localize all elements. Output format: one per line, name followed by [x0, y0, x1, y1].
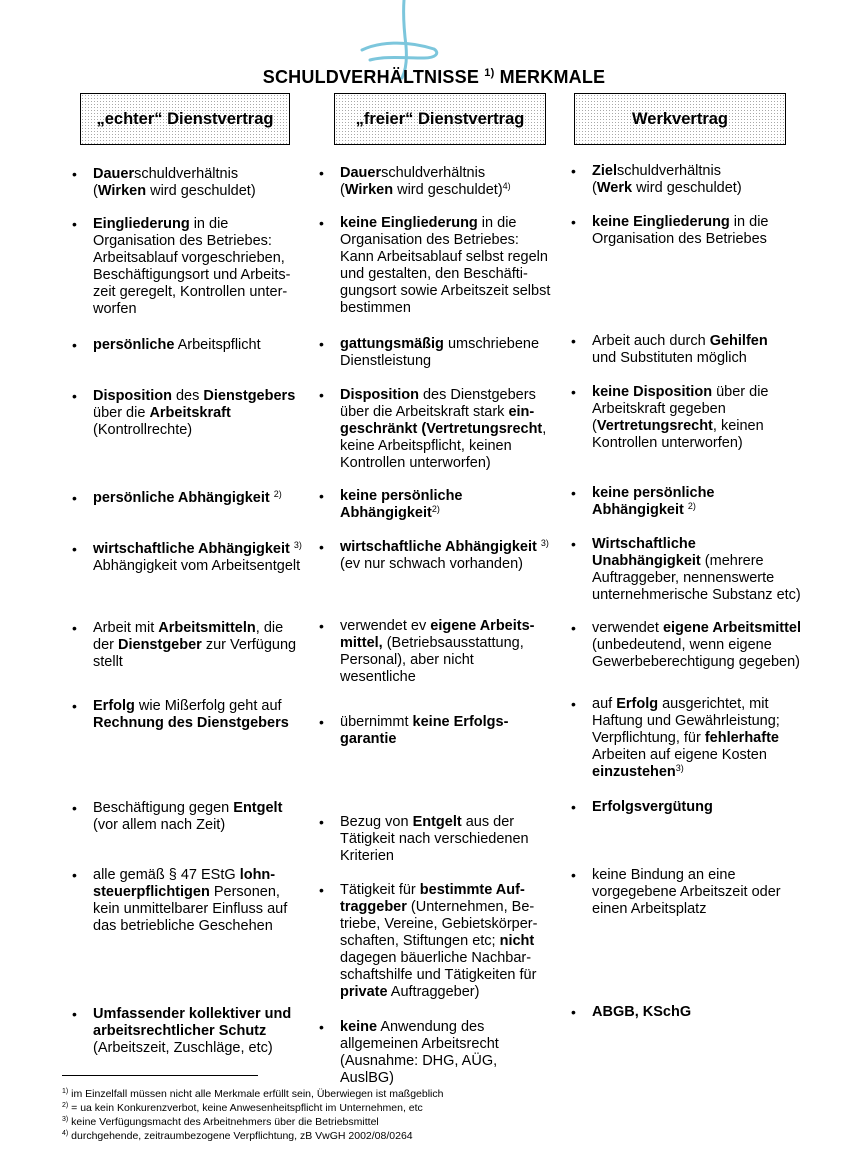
- list-item: • Disposition des Dienstgebers über die Arbeitskraft stark ein- geschränkt (Vertretungsrecht, keine Arbeitspflicht, keinen Kontrollen unterworfen): [319, 387, 569, 472]
- list-item: • persönliche Arbeitspflicht: [72, 337, 322, 354]
- list-item: • keine Eingliederung in die Organisation des Betriebes: Kann Arbeitsablauf selbst regeln und gestalten, den Beschäfti- gungsort sowie Arbeitszeit selbst bestimmen: [319, 215, 569, 317]
- list-item: • Dauerschuldverhältnis (Wirken wird geschuldet)$^{4)}$: [319, 165, 569, 199]
- list-item: • Eingliederung in die Organisation des Betriebes: Arbeitsablauf vorgeschrieben, Beschäftigungsort und Arbeits- zeit geregelt, Kontrollen unter- worfen: [72, 216, 322, 318]
- list-item: • gattungsmäßig umschriebene Dienstleistung: [319, 336, 569, 370]
- list-item: • auf Erfolg ausgerichtet, mit Haftung und Gewährleistung; Verpflichtung, für fehlerhafte Arbeiten auf eigene Kosten einzustehen$^{3)}$: [571, 696, 821, 781]
- footnote-divider: [62, 1075, 258, 1076]
- footnote: $^{2)}$ = ua kein Konkurenzverbot, keine Anwesenheitspflicht im Unternehmen, etc: [62, 1102, 423, 1114]
- list-item: • ABGB, KSchG: [571, 1004, 821, 1021]
- list-item: • keine Disposition über die Arbeitskraft gegeben (Vertretungsrecht, keinen Kontrollen unterworfen): [571, 384, 821, 452]
- list-item: • wirtschaftliche Abhängigkeit $^{3)}$ (ev nur schwach vorhanden): [319, 539, 569, 573]
- header-werkvertrag: Werkvertrag: [574, 93, 786, 145]
- list-item: • keine persönliche Abhängigkeit$^{2)}$: [319, 488, 569, 522]
- list-item: • Bezug von Entgelt aus der Tätigkeit nach verschiedenen Kriterien: [319, 814, 569, 865]
- list-item: • Zielschuldverhältnis (Werk wird geschuldet): [571, 163, 821, 197]
- list-item: • keine Bindung an eine vorgegebene Arbeitszeit oder einen Arbeitsplatz: [571, 867, 821, 918]
- list-item: • wirtschaftliche Abhängigkeit $^{3)}$ Abhängigkeit vom Arbeitsentgelt: [72, 541, 322, 575]
- list-item: • verwendet eigene Arbeitsmittel (unbedeutend, wenn eigene Gewerbeberechtigung gegeben): [571, 620, 821, 671]
- list-item: • keine persönliche Abhängigkeit $^{2)}$: [571, 485, 821, 519]
- list-item: • alle gemäß § 47 EStG lohn- steuerpflichtigen Personen, kein unmittelbarer Einfluss auf das betriebliche Geschehen: [72, 867, 322, 935]
- list-item: • Arbeit auch durch Gehilfen und Substituten möglich: [571, 333, 821, 367]
- list-item: • Wirtschaftliche Unabhängigkeit (mehrere Auftraggeber, nennenswerte unternehmerische Substanz etc): [571, 536, 821, 604]
- footnote: $^{3)}$ keine Verfügungsmacht des Arbeitnehmers über die Betriebsmittel: [62, 1116, 379, 1128]
- list-item: • übernimmt keine Erfolgs- garantie: [319, 714, 569, 748]
- list-item: • Erfolg wie Mißerfolg geht auf Rechnung des Dienstgebers: [72, 698, 322, 732]
- page-title: SCHULDVERHÄLTNISSE $^{1)}$ MERKMALE: [262, 67, 606, 87]
- footnote: $^{4)}$ durchgehende, zeitraumbezogene Verpflichtung, zB VwGH 2002/08/0264: [62, 1130, 413, 1142]
- header-freier-dienstvertrag: „freier“ Dienstvertrag: [334, 93, 546, 145]
- footnote: $^{1)}$ im Einzelfall müssen nicht alle Merkmale erfüllt sein, Überwiegen ist maßgeblich: [62, 1088, 444, 1100]
- list-item: • Umfassender kollektiver und arbeitsrechtlicher Schutz (Arbeitszeit, Zuschläge, etc): [72, 1006, 322, 1057]
- list-item: • keine Eingliederung in die Organisation des Betriebes: [571, 214, 821, 248]
- list-item: • keine Anwendung des allgemeinen Arbeitsrecht (Ausnahme: DHG, AÜG, AuslBG): [319, 1019, 569, 1087]
- list-item: • Beschäftigung gegen Entgelt (vor allem nach Zeit): [72, 800, 322, 834]
- list-item: • verwendet ev eigene Arbeits- mittel, (Betriebsausstattung, Personal), aber nicht wesentliche: [319, 618, 569, 686]
- list-item: • Tätigkeit für bestimmte Auf- traggeber (Unternehmen, Be- triebe, Vereine, Gebietskörper- schaften, Stiftungen etc; nicht dagegen bäuerliche Nachbar- schaftshilfe und Tätigkeiten für private Auftraggeber): [319, 882, 569, 1001]
- list-item: • Disposition des Dienstgebers über die Arbeitskraft (Kontrollrechte): [72, 388, 322, 439]
- list-item: • Arbeit mit Arbeitsmitteln, die der Dienstgeber zur Verfügung stellt: [72, 620, 322, 671]
- list-item: • Dauerschuldverhältnis (Wirken wird geschuldet): [72, 166, 322, 200]
- list-item: • persönliche Abhängigkeit $^{2)}$: [72, 490, 322, 507]
- header-echter-dienstvertrag: „echter“ Dienstvertrag: [80, 93, 290, 145]
- list-item: • Erfolgsvergütung: [571, 799, 821, 816]
